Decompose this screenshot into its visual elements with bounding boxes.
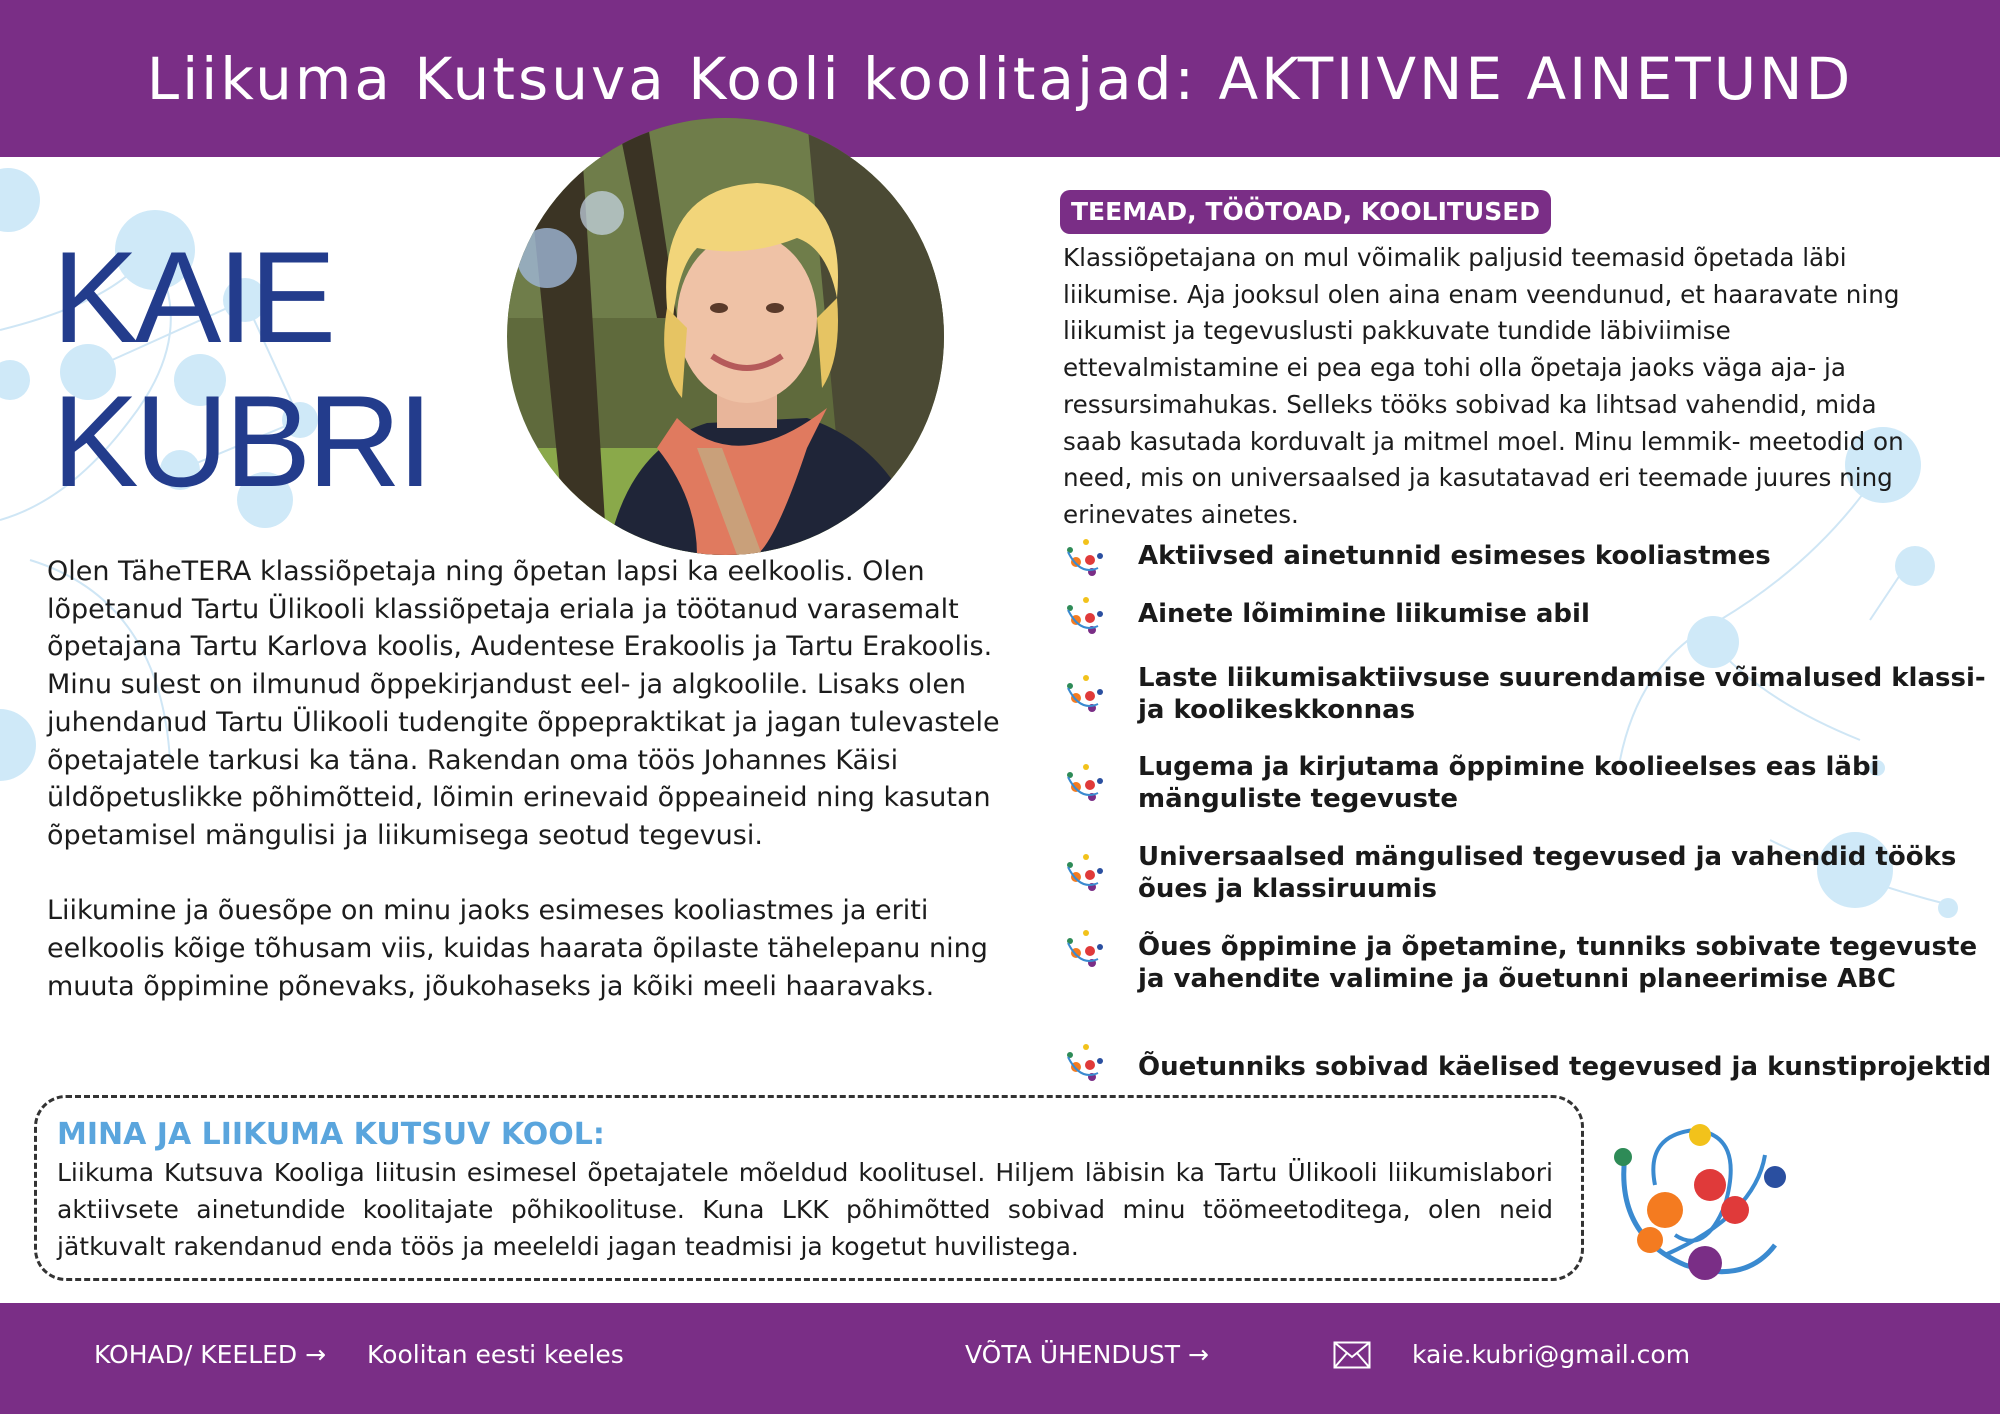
places-value: Koolitan eesti keeles [367, 1340, 624, 1369]
topic-label: Ainete lõimimine liikumise abil [1138, 599, 1590, 629]
topic-label: Universaalsed mängulised tegevused ja vahendid tööks õues ja klassiruumis [1138, 842, 1957, 904]
lkk-logo-bullet-icon [1060, 763, 1108, 803]
header-bar [0, 0, 2000, 157]
topic-item [1060, 662, 1995, 726]
contact-label-text: VÕTA ÜHENDUST [965, 1340, 1181, 1369]
topic-label: Laste liikumisaktiivsuse suurendamise võimalused klassi- ja koolikeskkonnas [1138, 663, 1986, 725]
bio-paragraph-2: Liikumine ja õuesõpe on minu jaoks esimeses kooliastmes ja eriti eelkoolis kõige tõhusam viis, kuidas haarata õpilaste tähelepanu ning muuta õppimine põnevaks, jõukohaseks ja kõiki meeli haaravaks. [47, 895, 988, 1002]
topic-item [1060, 931, 1995, 995]
bio-paragraph-1: Olen TäheTERA klassiõpetaja ning õpetan lapsi ka eelkoolis. Olen lõpetanud Tartu Ülikooli klassiõpetaja eriala ja töötanud varasemalt õpetajana Tartu Karlova koolis, Audentese Erakoolis ja Tartu Erakoolis. Minu sulest on ilmunud õppekirjandust eel- ja algkoolile. Lisaks olen juhendanud Tartu Ülikooli tudengite õppepraktikat ja jagan tulevastele õpetajatele tarkusi ka täna. Rakendan oma töös Johannes Käisi üldõpetuslikke põhimõtteid, lõimin erinevaid õppeaineid ning kasutan õpetamisel mängulisi ja liikumisega seotud tegevusi. [47, 556, 1000, 851]
lkk-relationship-box [34, 1095, 1584, 1281]
topic-label: Õuetunniks sobivad käelised tegevused ja kunstiprojektid [1138, 1052, 1992, 1082]
topic-label: Õues õppimine ja õpetamine, tunniks sobivate tegevuste ja vahendite valimine ja õuetunni planeerimise ABC [1138, 932, 1978, 994]
lkk-relationship-text: Liikuma Kutsuva Kooliga liitusin esimesel õpetajatele mõeldud koolitusel. Hiljem läbisin ka Tartu Ülikooli liikumislabori aktiivsete ainetundide koolitajate põhikoolituse. Kuna LKK põhimõtted sobivad minu töömeetoditega, olen neid jätkuvalt rakendanud enda töös ja meeleldi jagan teadmisi ja kogetut huvilistega. [57, 1158, 1553, 1261]
lkk-logo-bullet-icon [1060, 538, 1108, 578]
bio-text [47, 553, 1047, 1043]
places-label-text: KOHAD/ KEELED [94, 1340, 298, 1369]
arrow-right-icon: → [1187, 1340, 1209, 1369]
topic-item [1060, 751, 1995, 815]
topic-item [1060, 841, 1995, 905]
topic-label: Lugema ja kirjutama õppimine koolieelses eas läbi mänguliste tegevuste [1138, 752, 1880, 814]
lkk-logo-bullet-icon [1060, 853, 1108, 893]
topic-label: Aktiivsed ainetunnid esimeses kooliastmes [1138, 541, 1771, 571]
contact-label [965, 1303, 1209, 1414]
topics-intro: Klassiõpetajana on mul võimalik paljusid teemasid õpetada läbi liikumise. Aja jooksul olen aina enam veendunud, et haaravate ning liikumist ja tegevuslusti pakkuvate tundide läbiviimise ettevalmistamine ei pea ega tohi olla õpetaja jaoks väga aja- ja ressursimahukas. Selleks tööks sobivad ka lihtsad vahendid, mida saab kasutada korduvalt ja mitmel moel. Minu lemmik- meetodid on need, mis on universaalsed ja kasutatavad eri teemade juures ning erinevates ainetes. [1063, 243, 1904, 529]
lkk-logo-bullet-icon [1060, 674, 1108, 714]
lkk-logo-bullet-icon [1060, 929, 1108, 969]
topics-heading: TEEMAD, TÖÖTOAD, KOOLITUSED [1060, 190, 1551, 234]
topic-item [1060, 540, 1995, 578]
person-last-name: KUBRI [52, 368, 430, 514]
envelope-icon [1333, 1341, 1371, 1369]
email-link[interactable]: kaie.kubri@gmail.com [1412, 1340, 1691, 1369]
page-title: Liikuma Kutsuva Kooli koolitajad: AKTIIVNE AINETUND [146, 44, 1854, 113]
portrait-photo [507, 118, 944, 555]
lkk-relationship-heading: MINA JA LIIKUMA KUTSUV KOOL: [57, 1117, 605, 1152]
lkk-logo-icon [1605, 1115, 1790, 1285]
arrow-right-icon: → [305, 1340, 327, 1369]
footer-bar [0, 1303, 2000, 1414]
lkk-logo-bullet-icon [1060, 596, 1108, 636]
person-name [52, 225, 429, 513]
topic-item [1060, 1051, 1995, 1083]
topic-item [1060, 598, 1995, 636]
lkk-logo-bullet-icon [1060, 1043, 1108, 1083]
places-label [94, 1303, 326, 1414]
person-first-name: KAIE [52, 224, 333, 370]
